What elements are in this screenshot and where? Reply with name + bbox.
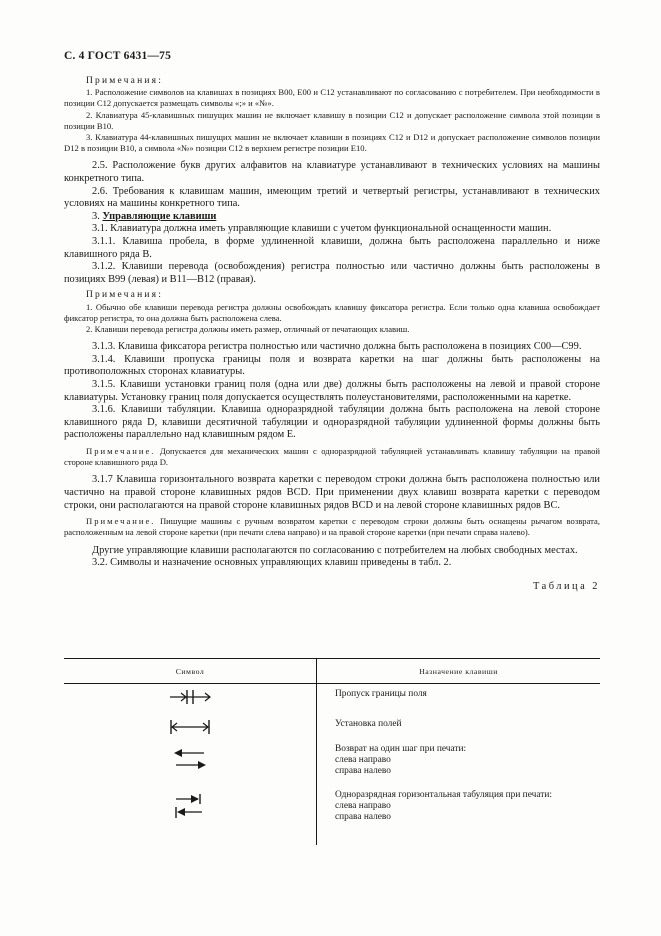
table-cell-text: справа налево xyxy=(335,812,391,822)
paragraph-3-1-4: 3.1.4. Клавиши пропуска границы поля и возврата каретки на шаг должны быть расположены на противоположных сторонах клавиатуры. xyxy=(64,353,600,378)
note-4 xyxy=(64,516,600,538)
notes-block-1 xyxy=(64,76,600,154)
column-header-purpose: Назначение клавиши xyxy=(317,659,601,684)
table-cell-text: Пропуск границы поля xyxy=(335,689,427,699)
table-cell-text: Возврат на один шаг при печати: xyxy=(335,744,467,754)
table-cell-text: слева направо xyxy=(335,801,391,811)
table-cell-text: справа налево xyxy=(335,766,391,776)
section-number: 3. xyxy=(92,210,100,222)
document-page xyxy=(64,50,600,601)
paragraph-other: Другие управляющие клавиши располагаются по согласованию с потребителем на любых свободных местах. xyxy=(92,544,578,556)
note-item: 3. Клавиатура 44-клавишных пишущих машин не включает клавиши в позициях С12 и D12 и допускает расположение символов позиции D12 в позиции В10, а символа «№» позиции С12 в верхнем регистре позиции Е10. xyxy=(64,132,600,154)
tab-arrows-icon xyxy=(170,792,210,820)
table-header-row xyxy=(64,659,600,684)
note-label: Примечание. xyxy=(86,516,156,527)
table-caption: Таблица 2 xyxy=(533,580,600,592)
table-row xyxy=(64,684,600,720)
body-text-2 xyxy=(64,341,600,442)
column-header-symbol: Символ xyxy=(64,659,317,684)
note-label: Примечание. xyxy=(86,445,156,456)
table-cell-text: Одноразрядная горизонтальная табуляция при печати: xyxy=(335,790,552,800)
table-cell-text: слева направо xyxy=(335,755,391,765)
body-text-3 xyxy=(64,474,600,512)
body-text xyxy=(64,160,600,286)
table-cell-text: Установка полей xyxy=(335,719,402,729)
notes-heading: Примечания: xyxy=(86,76,164,86)
backspace-arrows-icon xyxy=(170,746,210,772)
table-row xyxy=(64,790,600,845)
page-header: С. 4 ГОСТ 6431—75 xyxy=(64,50,172,62)
control-keys-table xyxy=(64,658,600,845)
section-title: Управляющие клавиши xyxy=(102,210,217,222)
paragraph-3-1: 3.1. Клавиатура должна иметь управляющие клавиши с учетом функциональной оснащенности машин. xyxy=(92,223,552,235)
note-item: 1. Расположение символов на клавишах в позициях В00, Е00 и С12 устанавливают по согласованию с потребителем. При необходимости в позиции С12 допускается размещать символы «;» и «№». xyxy=(64,87,600,109)
margin-release-icon xyxy=(168,689,212,705)
note-item: 1. Обычно обе клавиши перевода регистра должны освобождать клавишу фиксатора регистра. Если только одна клавиша освобождает фиксатор регистра, то она должна быть расположена слева. xyxy=(64,301,600,323)
paragraph-3-1-5: 3.1.5. Клавиши установки границ поля (одна или две) должны быть расположены на левой и правой стороне клавиатуры. Установку границ поля допускается осуществлять полеустановителями, расположенными на каретке. xyxy=(64,378,600,403)
paragraph-2-5: 2.5. Расположение букв других алфавитов на клавиатуре устанавливают в технических условиях на машины конкретного типа. xyxy=(64,160,600,185)
notes-heading: Примечания: xyxy=(86,290,164,301)
note-text: Пишущие машины с ручным возвратом каретки с переводом строки должны быть оснащены рычагом возврата, расположенным на левой стороне каретки (при печати слева направо) и на правой стороне каретки (при печати справа налево). xyxy=(64,516,600,538)
note-3 xyxy=(64,446,600,468)
note-text: Допускается для механических машин с одноразрядной табуляцией устанавливать клавишу табуляции на правой стороне клавишного ряда D. xyxy=(64,445,600,468)
table-row xyxy=(64,744,600,790)
section-3-heading xyxy=(64,211,600,224)
paragraph-3-1-7: 3.1.7 Клавиша горизонтального возврата каретки с переводом строки должна быть расположена полностью или частично на правой стороне клавишных рядов ВСD. При применении двух клавиш возврата каретки с переводом строки, они располагаются на правой стороне клавишных рядов ВСD и на левой стороне клавишных рядов ВС. xyxy=(64,474,600,511)
note-item: 2. Клавиатура 45-клавишных пишущих машин не включает клавишу в позиции С12 и допускает расположение символа этой позиции в позиции В10. xyxy=(64,109,600,131)
paragraph-3-1-3: 3.1.3. Клавиша фиксатора регистра полностью или частично должна быть расположена в позициях С00—С99. xyxy=(92,341,582,353)
notes-block-2 xyxy=(64,290,600,335)
paragraph-3-1-6: 3.1.6. Клавиши табуляции. Клавиша одноразрядной табуляции должна быть расположена на левой стороне клавишного ряда D, клавиши десятичной табуляции и одноразрядной табуляции удлиненной формы должны быть расположены параллельно над клавишным рядом Е. xyxy=(64,404,600,441)
paragraph-3-2: 3.2. Символы и назначение основных управляющих клавиш приведены в табл. 2. xyxy=(92,557,452,569)
note-item: 2. Клавиши перевода регистра должны иметь размер, отличный от печатающих клавиш. xyxy=(86,323,410,334)
paragraph-3-1-1: 3.1.1. Клавиша пробела, в форме удлиненной клавиши, должна быть расположена параллельно и ниже клавишного ряда В. xyxy=(64,235,600,260)
paragraph-2-6: 2.6. Требования к клавишам машин, имеющим третий и четвертый регистры, устанавливают в технических условиях на машины конкретного типа. xyxy=(64,185,600,210)
margin-set-icon xyxy=(168,719,212,735)
body-text-4 xyxy=(64,545,600,570)
paragraph-3-1-2: 3.1.2. Клавиши перевода (освобождения) регистра полностью или частично должны быть расположены в позициях В99 (левая) и В11—В12 (правая). xyxy=(64,261,600,285)
table-row xyxy=(64,719,600,744)
